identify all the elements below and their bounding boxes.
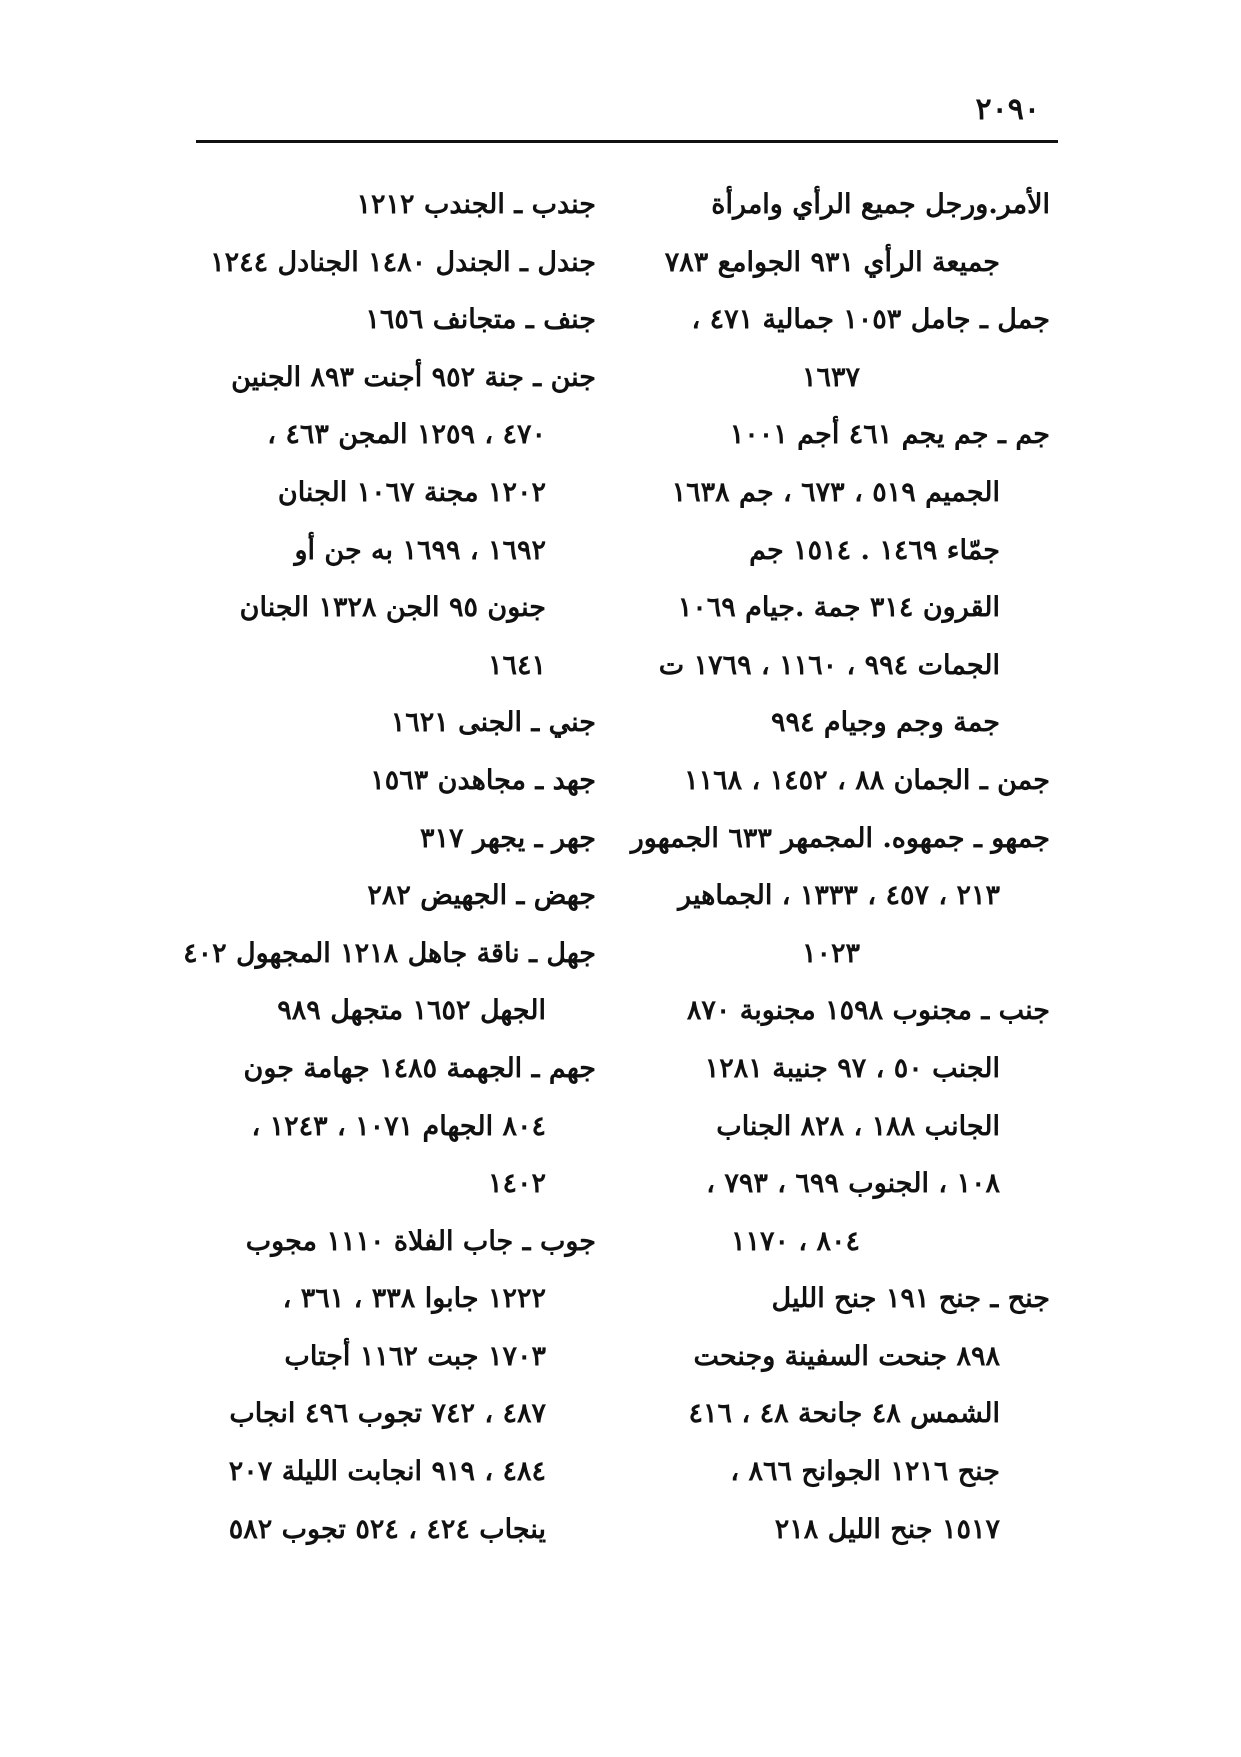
- index-line: جهر ـ يجهر ٣١٧: [420, 822, 596, 854]
- index-line: ١٦٤١: [487, 649, 546, 681]
- index-line: ٨٠٤ ، ١١٧٠: [730, 1225, 860, 1257]
- index-line: ١٧٠٣ جبت ١١٦٢ أجتاب: [284, 1340, 546, 1372]
- index-line: جهد ـ مجاهدن ١٥٦٣: [370, 764, 596, 796]
- index-line: ٨٠٤ الجهام ١٠٧١ ، ١٢٤٣ ،: [251, 1110, 546, 1142]
- index-line: الشمس ٤٨ جانحة ٤٨ ، ٤١٦: [688, 1398, 1000, 1430]
- index-line: جنن ـ جنة ٩٥٢ أجنت ٨٩٣ الجنين: [231, 361, 596, 393]
- index-line: ٢١٣ ، ٤٥٧ ، ١٣٣٣ ، الجماهير: [678, 880, 1000, 912]
- index-line: جني ـ الجنى ١٦٢١: [390, 707, 596, 739]
- index-line: ينجاب ٤٢٤ ، ٥٢٤ تجوب ٥٨٢: [228, 1513, 546, 1545]
- index-line: جندب ـ الجندب ١٢١٢: [356, 189, 596, 220]
- index-line: جنح ١٢١٦ الجوانح ٨٦٦ ،: [730, 1456, 1000, 1488]
- index-line: جمهو ـ جمهوه. المجمهر ٦٣٣ الجمهور: [630, 822, 1050, 854]
- index-line: جمّاء ١٤٦٩ . ١٥١٤ جم: [749, 534, 1000, 566]
- index-line: ١٠٨ ، الجنوب ٦٩٩ ، ٧٩٣ ،: [706, 1168, 1000, 1200]
- index-line: جنب ـ مجنوب ١٥٩٨ مجنوبة ٨٧٠: [686, 995, 1050, 1027]
- index-line: جميعة الرأي ٩٣١ الجوامع ٧٨٣: [664, 246, 1000, 278]
- index-line: الجنب ٥٠ ، ٩٧ جنيبة ١٢٨١: [704, 1052, 1000, 1084]
- header-rule: [196, 140, 1058, 143]
- index-line: جهم ـ الجهمة ١٤٨٥ جهامة جون: [243, 1052, 596, 1084]
- right-column: [630, 176, 1050, 1558]
- index-line: جهل ـ ناقة جاهل ١٢١٨ المجهول ٤٠٢: [183, 937, 596, 969]
- page-number: ٢٠٩٠: [975, 92, 1040, 127]
- index-line: ١٢٠٢ مجنة ١٠٦٧ الجنان: [277, 476, 546, 508]
- index-line: جوب ـ جاب الفلاة ١١١٠ مجوب: [245, 1225, 596, 1257]
- index-line: القرون ٣١٤ جمة .جيام ١٠٦٩: [677, 592, 1000, 624]
- index-line: ١٦٩٢ ، ١٦٩٩ به جن أو: [294, 534, 546, 566]
- index-line: الجميم ٥١٩ ، ٦٧٣ ، جم ١٦٣٨: [671, 476, 1000, 508]
- index-line: جمن ـ الجمان ٨٨ ، ١٤٥٢ ، ١١٦٨: [684, 764, 1050, 796]
- index-line: ٨٩٨ جنحت السفينة وجنحت: [693, 1340, 1000, 1372]
- index-line: الجانب ١٨٨ ، ٨٢٨ الجناب: [716, 1110, 1000, 1142]
- index-line: جمل ـ جامل ١٠٥٣ جمالية ٤٧١ ،: [691, 304, 1050, 336]
- index-line: الجهل ١٦٥٢ متجهل ٩٨٩: [277, 995, 546, 1027]
- index-line: جنح ـ جنح ١٩١ جنح الليل: [771, 1283, 1050, 1315]
- index-line: الأمر.ورجل جميع الرأي وامرأة: [711, 189, 1050, 220]
- left-column: [183, 176, 596, 1558]
- index-line: ١٥١٧ جنح الليل ٢١٨: [774, 1513, 1000, 1545]
- index-line: ١٦٣٧: [801, 361, 860, 393]
- index-line: الجمات ٩٩٤ ، ١١٦٠ ، ١٧٦٩ ت: [658, 649, 1000, 681]
- index-line: ٤٨٧ ، ٧٤٢ تجوب ٤٩٦ انجاب: [229, 1398, 546, 1430]
- index-line: جنف ـ متجانف ١٦٥٦: [365, 304, 596, 336]
- index-line: جمة وجم وجيام ٩٩٤: [770, 707, 1000, 739]
- index-line: جم ـ جم يجم ٤٦١ أجم ١٠٠١: [729, 419, 1050, 451]
- index-line: ١٢٢٢ جابوا ٣٣٨ ، ٣٦١ ،: [282, 1283, 546, 1315]
- index-line: جندل ـ الجندل ١٤٨٠ الجنادل ١٢٤٤: [210, 246, 596, 278]
- index-line: ١٠٢٣: [801, 937, 860, 969]
- index-line: ٤٧٠ ، ١٢٥٩ المجن ٤٦٣ ،: [267, 419, 546, 451]
- index-line: جنون ٩٥ الجن ١٣٢٨ الجنان: [239, 592, 546, 624]
- index-line: ٤٨٤ ، ٩١٩ انجابت الليلة ٢٠٧: [228, 1456, 546, 1488]
- index-line: جهض ـ الجهيض ٢٨٢: [367, 880, 596, 912]
- index-line: ١٤٠٢: [487, 1168, 546, 1200]
